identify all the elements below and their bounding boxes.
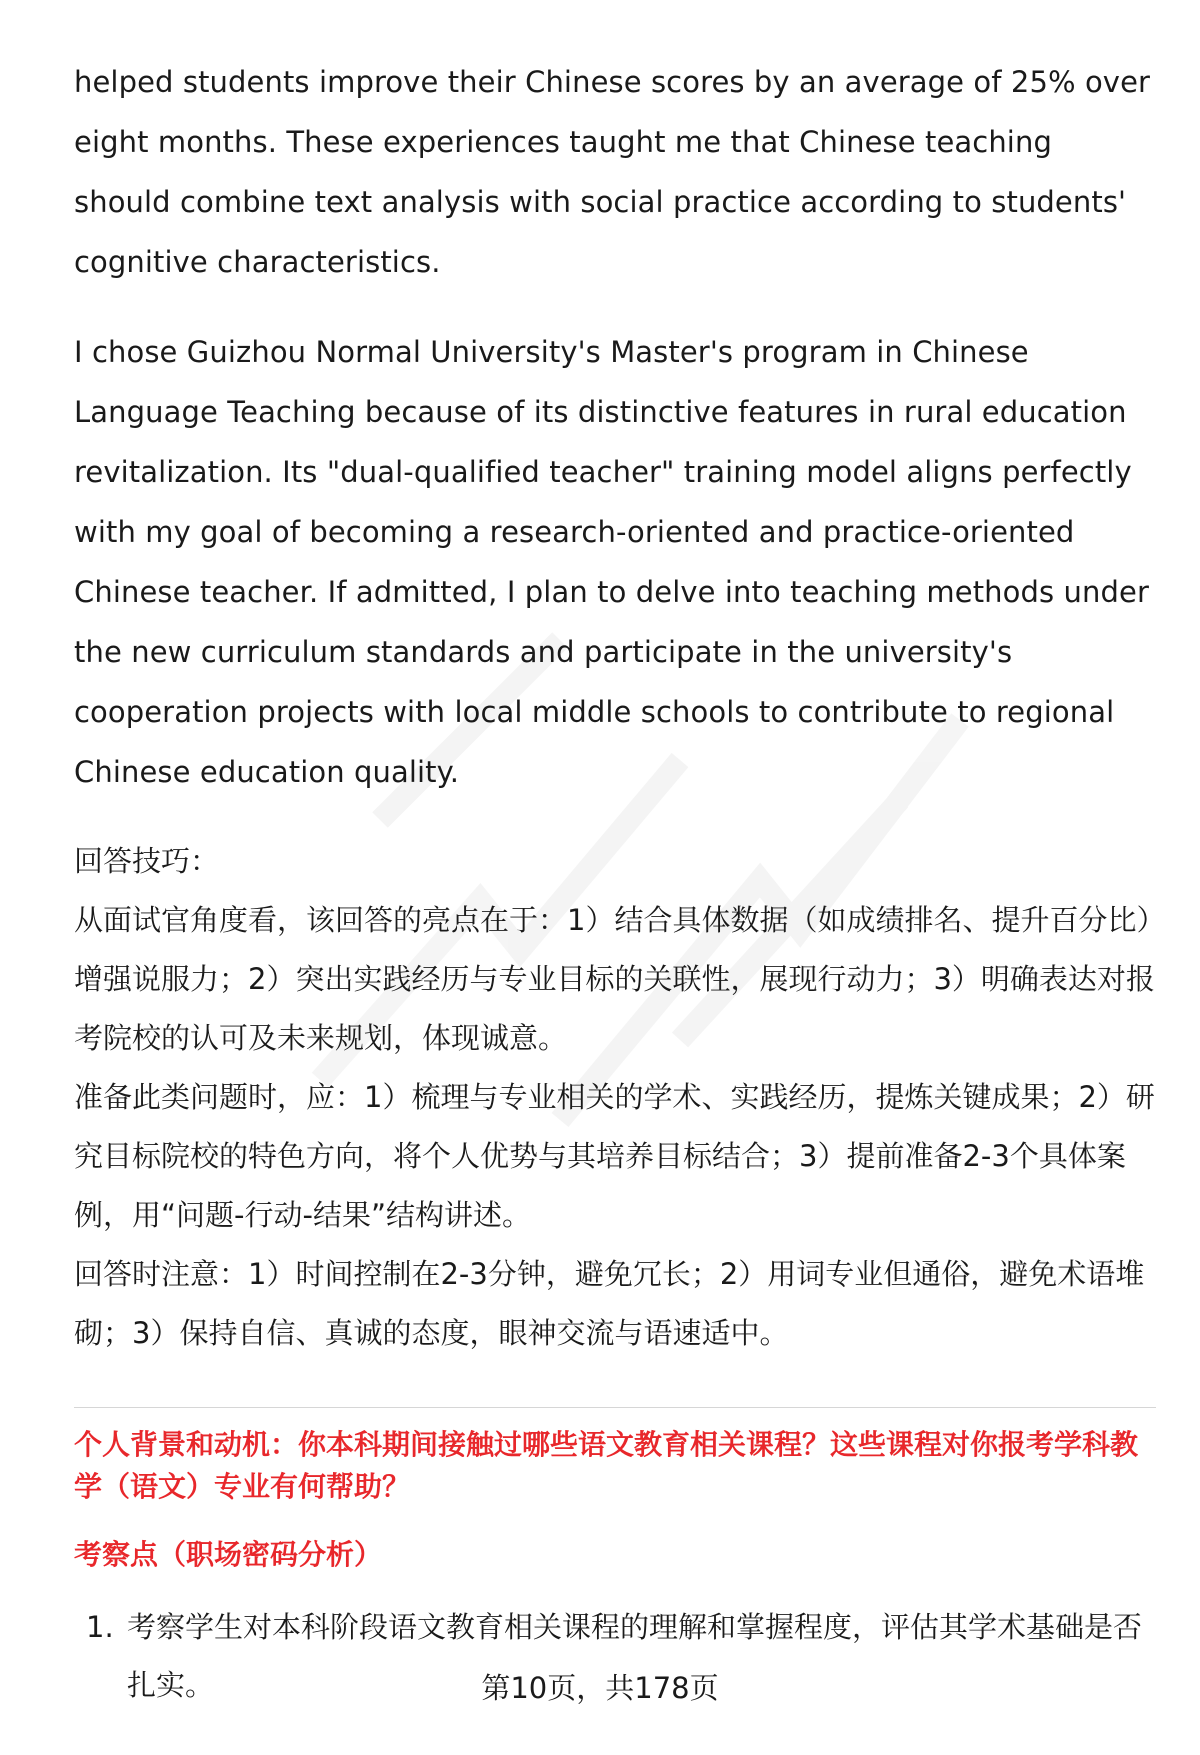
answer-tips-section (74, 832, 1156, 1363)
tips-paragraph-1: 从面试官角度看，该回答的亮点在于：1）结合具体数据（如成绩排名、提升百分比）增强说服力；2）突出实践经历与专业目标的关联性，展现行动力；3）明确表达对报考院校的认可及未来规划，体现诚意。 (74, 903, 1155, 1055)
question-subheading: 考察点（职场密码分析） (74, 1538, 383, 1571)
list-item-text: 考察学生对本科阶段语文教育相关课程的理解和掌握程度，评估其学术基础是否扎实。 (127, 1610, 1143, 1702)
english-paragraph-1: helped students improve their Chinese scores by an average of 25% over eight months. These experiences taught me that Chinese teaching should combine text analysis with social practice according to students' cognitive characteristics. (74, 65, 1151, 279)
tips-heading: 回答技巧： (74, 844, 220, 878)
document-page (74, 52, 1156, 1714)
page-footer: 第10页，共178页 (481, 1671, 719, 1705)
question-title: 个人背景和动机：你本科期间接触过哪些语文教育相关课程？这些课程对你报考学科教学（语文）专业有何帮助？ (74, 1428, 1139, 1503)
list-item-number: 1. (86, 1610, 114, 1644)
section-divider (74, 1407, 1156, 1408)
english-paragraph-2: I chose Guizhou Normal University's Master's program in Chinese Language Teaching because of its distinctive features in rural education revitalization. Its "dual-qualified teacher" training model aligns perfectly with my goal of becoming a research-oriented and practice-oriented Chinese teacher. If admitted, I plan to delve into teaching methods under the new curriculum standards and participate in the university's cooperation projects with local middle schools to contribute to regional Chinese education quality. (74, 335, 1149, 789)
tips-paragraph-2: 准备此类问题时，应：1）梳理与专业相关的学术、实践经历，提炼关键成果；2）研究目标院校的特色方向，将个人优势与其培养目标结合；3）提前准备2-3个具体案例，用“问题-行动-结果”结构讲述。 (74, 1080, 1155, 1232)
tips-paragraph-3: 回答时注意：1）时间控制在2-3分钟，避免冗长；2）用词专业但通俗，避免术语堆砌；3）保持自信、真诚的态度，眼神交流与语速适中。 (74, 1257, 1145, 1350)
